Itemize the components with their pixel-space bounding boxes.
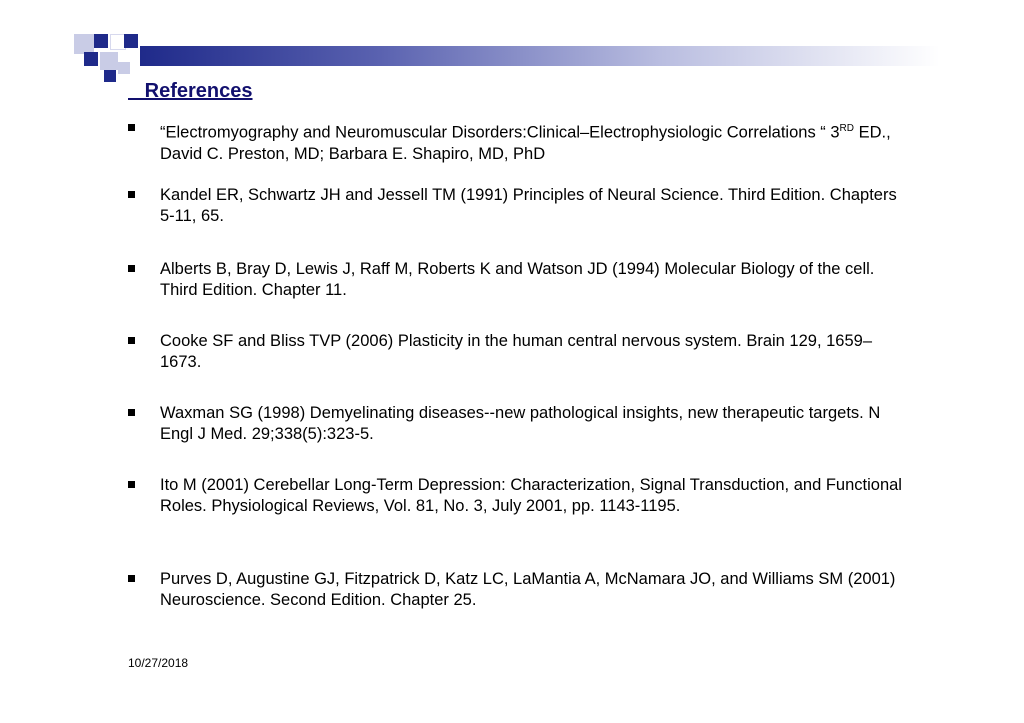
reference-text: Alberts B, Bray D, Lewis J, Raff M, Roberts K and Watson JD (1994) Molecular Biology of the cell. Third Edition. Chapter 11. <box>160 260 875 299</box>
reference-text: Waxman SG (1998) Demyelinating diseases--new pathological insights, new therapeutic targets. N Engl J Med. 29;338(5):323-5. <box>160 404 881 443</box>
reference-text: Purves D, Augustine GJ, Fitzpatrick D, Katz LC, LaMantia A, McNamara JO, and Williams SM (2001) Neuroscience. Second Edition. Chapter 25. <box>160 570 896 609</box>
decor-square <box>100 52 118 70</box>
reference-text: “Electromyography and Neuromuscular Disorders:Clinical–Electrophysiologic Correlations “ 3RD ED., David C. Preston, MD; Barbara E. Shapiro, MD, PhD <box>160 123 891 163</box>
superscript: RD <box>839 123 854 134</box>
decor-square <box>84 52 98 66</box>
bullet-icon <box>128 409 135 416</box>
page-title: References <box>128 80 253 102</box>
bullet-icon <box>128 124 135 131</box>
bullet-icon <box>128 337 135 344</box>
decor-square <box>118 62 130 74</box>
reference-text: Kandel ER, Schwartz JH and Jessell TM (1991) Principles of Neural Science. Third Edition. Chapters 5-11, 65. <box>160 186 897 225</box>
bullet-icon <box>128 191 135 198</box>
bullet-icon <box>128 575 135 582</box>
reference-text: Cooke SF and Bliss TVP (2006) Plasticity in the human central nervous system. Brain 129, 1659–1673. <box>160 332 873 371</box>
bullet-icon <box>128 481 135 488</box>
decor-square <box>104 70 116 82</box>
decor-square <box>74 34 94 54</box>
decor-square <box>94 34 108 48</box>
reference-text: Ito M (2001) Cerebellar Long-Term Depression: Characterization, Signal Transduction, and Functional Roles. Physiological Reviews, Vol. 81, No. 3, July 2001, pp. 1143-1195. <box>160 476 902 515</box>
slide-date: 10/27/2018 <box>128 656 189 670</box>
header-decoration <box>0 0 1024 90</box>
decor-square <box>124 34 138 48</box>
bullet-icon <box>128 265 135 272</box>
header-gradient-bar <box>140 46 940 66</box>
